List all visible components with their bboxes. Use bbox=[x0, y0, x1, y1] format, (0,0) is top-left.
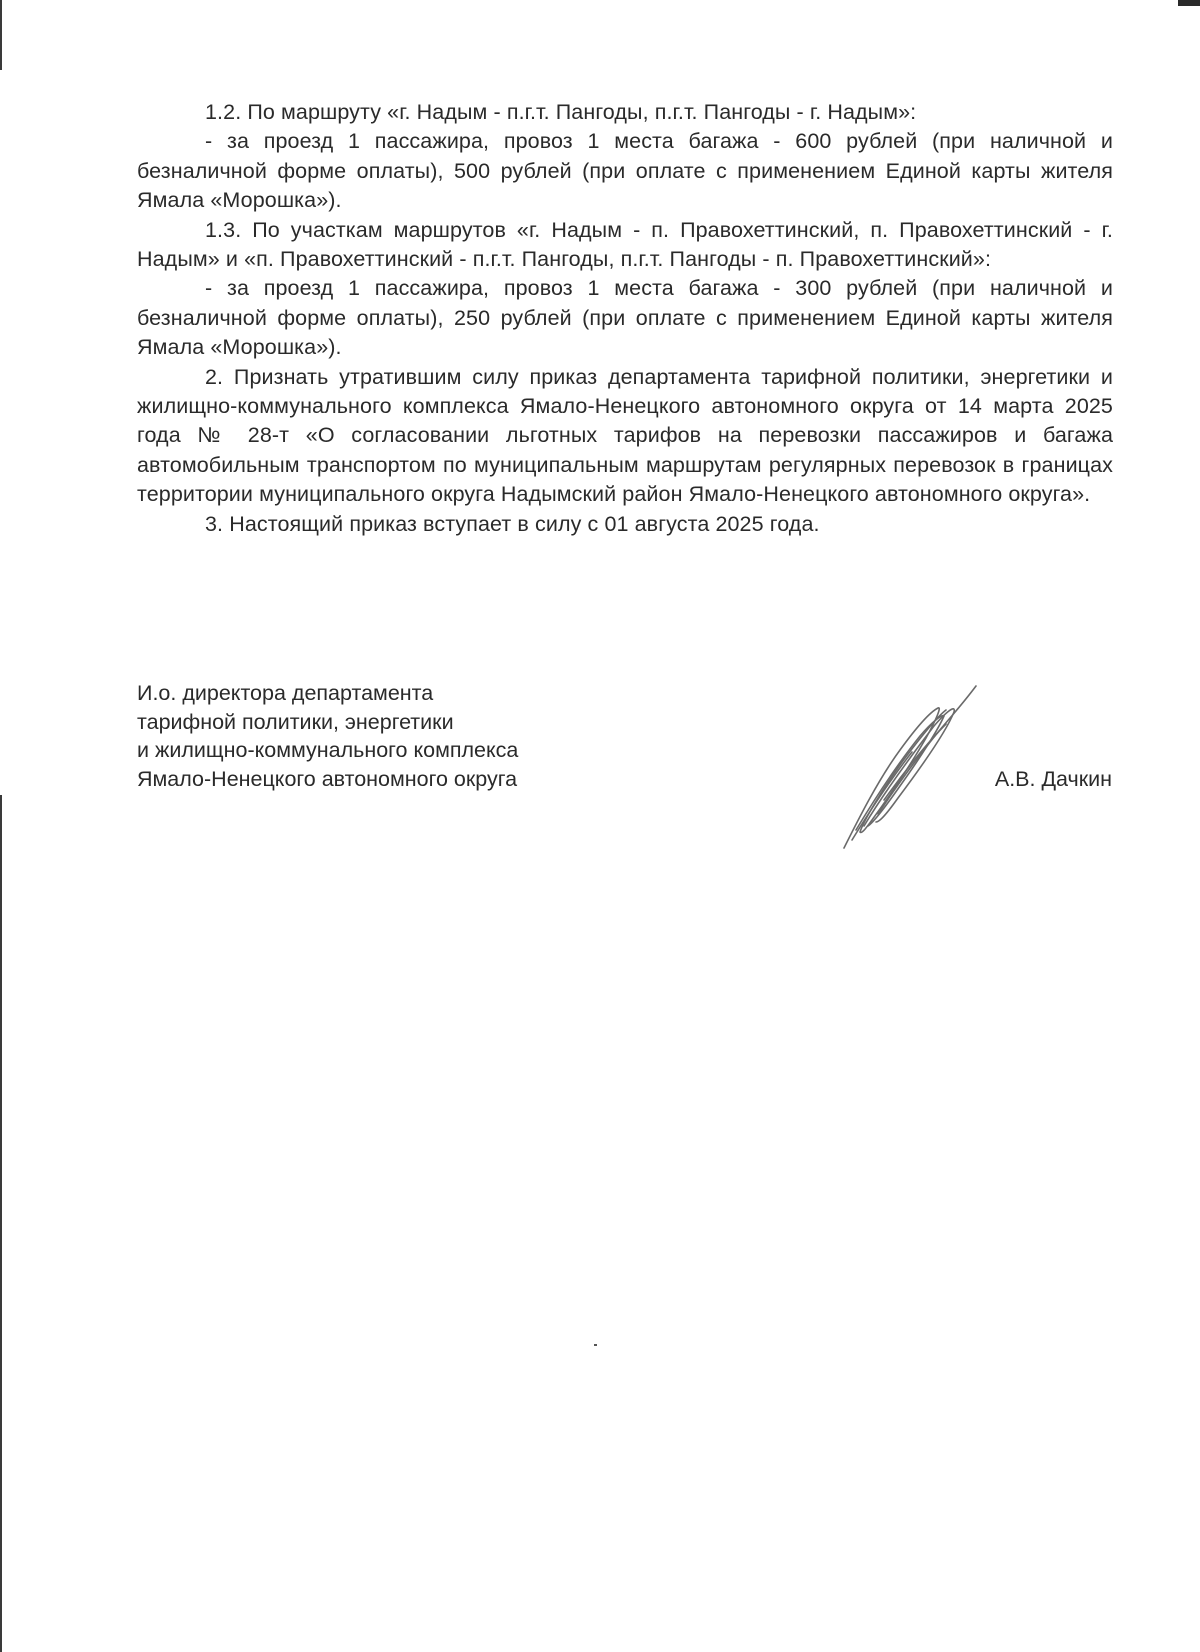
paragraph-1-2: 1.2. По маршруту «г. Надым - п.г.т. Пангоды, п.г.т. Пангоды - г. Надым»: bbox=[205, 100, 917, 124]
position-line: и жилищно-коммунального комплекса bbox=[137, 738, 519, 762]
signatory-position bbox=[137, 679, 518, 793]
signer-name: А.В. Дачкин bbox=[994, 767, 1112, 791]
position-line: И.о. директора департамента bbox=[137, 681, 434, 705]
paragraph-3: 3. Настоящий приказ вступает в силу с 01 августа 2025 года. bbox=[205, 511, 820, 536]
document-body bbox=[137, 98, 1113, 539]
position-line: Ямало-Ненецкого автономного округа bbox=[137, 766, 518, 791]
scan-edge-left-bottom bbox=[0, 795, 2, 1652]
scan-edge-top-right bbox=[1178, 0, 1200, 6]
paragraph-1-3-fare: - за проезд 1 пассажира, провоз 1 места багажа - 300 рублей (при наличной и безналичной форме оплаты), 250 рублей (при оплате с применением Единой карты жителя Ямала «Морошка»). bbox=[137, 276, 1113, 360]
paragraph-1-3: 1.3. По участкам маршрутов «г. Надым - п. Правохеттинский, п. Правохеттинский - г. Надым» и «п. Правохеттинский - п.г.т. Пангоды, п.г.т. Пангоды - п. Правохеттинский»: bbox=[137, 217, 1113, 272]
scan-speck bbox=[594, 1344, 597, 1346]
paragraph-2: 2. Признать утратившим силу приказ департамента тарифной политики, энергетики и жилищно-коммунального комплекса Ямало-Ненецкого автономного округа от 14 марта 2025 года № 28-т «О согласовании льготных тарифов на перевозки пассажиров и багажа автомобильным транспортом по муниципальным маршрутам регулярных перевозок в границах территории муниципального округа Надымский район Ямало-Ненецкого автономного округа». bbox=[137, 364, 1113, 507]
paragraph-1-2-fare: - за проезд 1 пассажира, провоз 1 места багажа - 600 рублей (при наличной и безналичной форме оплаты), 500 рублей (при оплате с применением Единой карты жителя Ямала «Морошка»). bbox=[137, 129, 1113, 213]
handwritten-signature bbox=[838, 680, 998, 855]
scan-edge-left-top bbox=[0, 0, 2, 70]
position-line: тарифной политики, энергетики bbox=[137, 709, 454, 734]
